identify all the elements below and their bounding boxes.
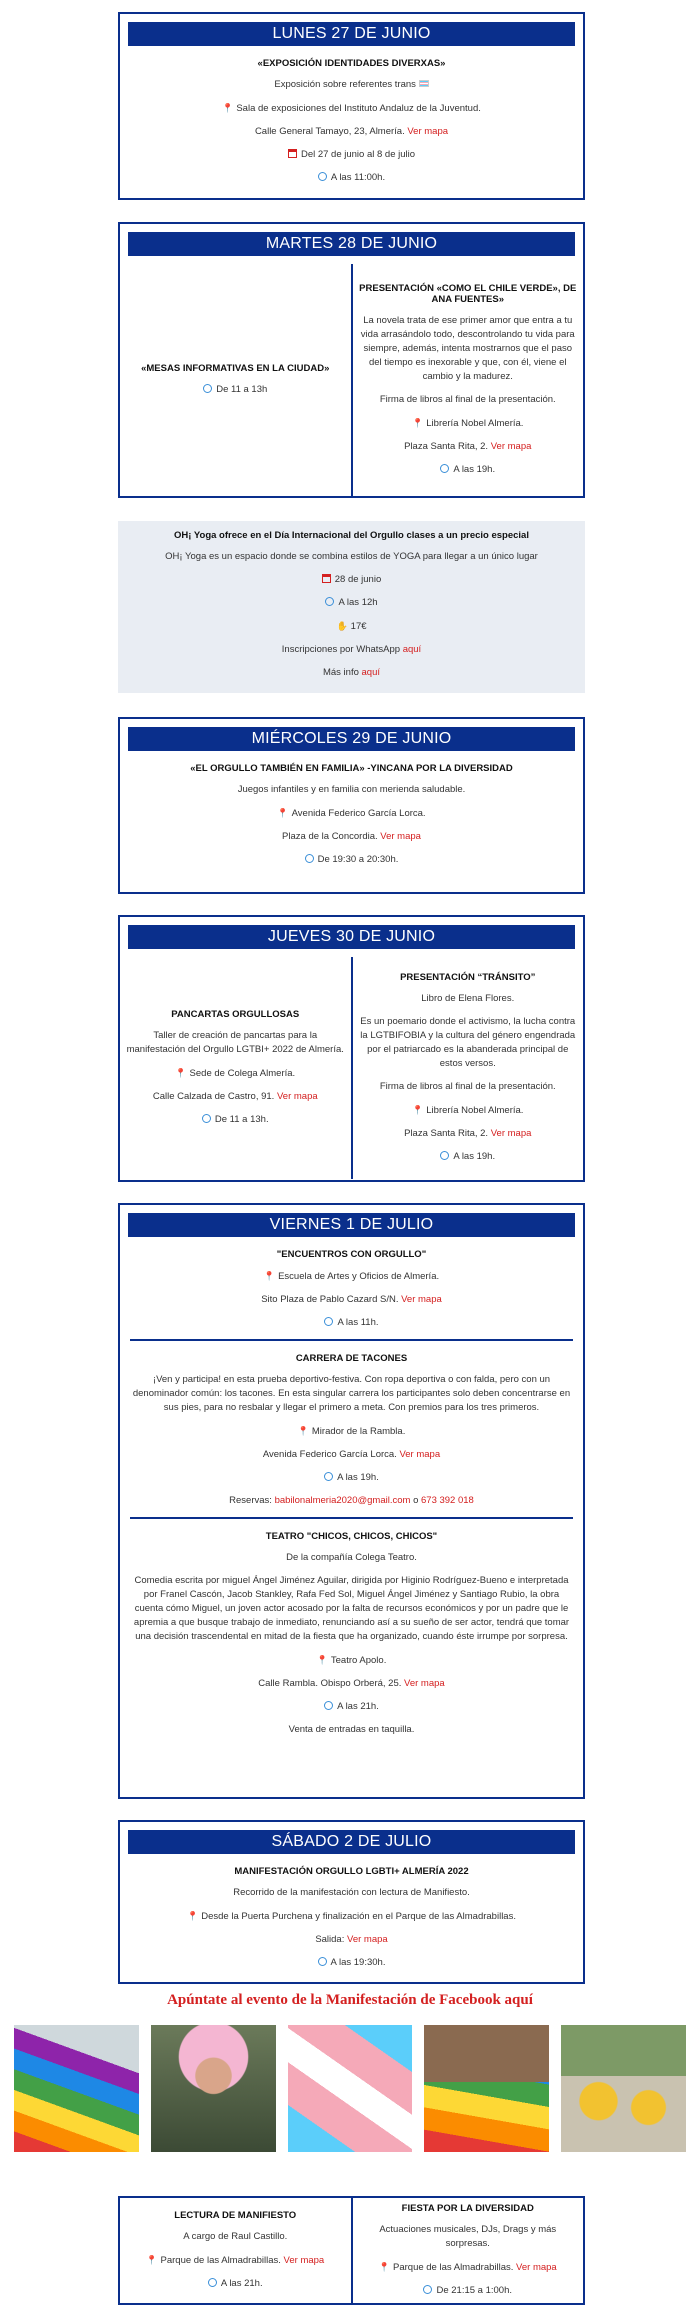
event-time: A las 19h. (453, 464, 496, 475)
pin-icon: 📍 (146, 2255, 158, 2265)
event-title: LECTURA DE MANIFIESTO (174, 2210, 297, 2221)
whatsapp-link[interactable]: aquí (402, 644, 422, 655)
clock-icon (318, 1957, 327, 1966)
clock-icon (318, 172, 327, 181)
map-link[interactable]: Ver mapa (399, 1449, 441, 1460)
event-time: De 11 a 13h (216, 384, 268, 395)
event-time: A las 11:00h. (330, 172, 386, 183)
day-saturday (118, 1820, 585, 1984)
event-note: Firma de libros al final de la presentación. (379, 1081, 556, 1092)
event-description: Exposición sobre referentes trans (274, 79, 416, 90)
event-description: La novela trata de ese primer amor que entra a tu vida arrasándolo todo, descontrolando tu vida para siempre, además, intenta mostrarnos que el paso del tiempo es inexorable y que, con él, viene el cambio y la madurez. (360, 315, 575, 382)
pin-icon: 📍 (378, 2262, 390, 2272)
event-description: Juegos infantiles y en familia con merienda saludable. (237, 784, 466, 795)
day-thursday (118, 915, 585, 1182)
event-title: «EXPOSICIÓN IDENTIDADES DIVERXAS» (257, 58, 446, 69)
event-time: A las 21h. (220, 2278, 263, 2289)
map-link[interactable]: Ver mapa (407, 126, 449, 137)
day-heading: LUNES 27 DE JUNIO (128, 22, 575, 46)
event-place: Avenida Federico García Lorca. (291, 808, 426, 819)
pin-icon: 📍 (222, 103, 234, 113)
event-title: «MESAS INFORMATIVAS EN LA CIUDAD» (141, 363, 330, 374)
gallery-photo-performer[interactable] (151, 2025, 276, 2152)
event-dates: Del 27 de junio al 8 de julio (300, 149, 416, 160)
day-friday (118, 1203, 585, 1799)
map-link[interactable]: Ver mapa (516, 2262, 557, 2273)
event-title: CARRERA DE TACONES (295, 1353, 408, 1364)
map-link[interactable]: Ver mapa (283, 2255, 325, 2266)
map-link[interactable]: Ver mapa (347, 1934, 388, 1945)
event-address: Plaza Santa Rita, 2. (404, 1128, 489, 1139)
pin-icon: 📍 (412, 418, 424, 428)
event-place: Sala de exposiciones del Instituto Andaluz de la Juventud. (236, 103, 481, 114)
pin-icon: 📍 (187, 1911, 199, 1921)
event-title: PANCARTAS ORGULLOSAS (171, 1009, 300, 1020)
yoga-description: OH¡ Yoga es un espacio donde se combina estilos de YOGA para llegar a un único lugar (165, 551, 538, 562)
event-time: A las 11h. (337, 1317, 379, 1328)
event-title: TEATRO "CHICOS, CHICOS, CHICOS" (265, 1531, 438, 1542)
or-text: o (413, 1495, 419, 1506)
event-address: Avenida Federico García Lorca. (262, 1449, 397, 1460)
whatsapp-label: Inscripciones por WhatsApp (281, 644, 401, 655)
final-events (118, 2196, 585, 2305)
event-title: "ENCUENTROS CON ORGULLO" (276, 1249, 427, 1260)
yoga-time: A las 12h (338, 597, 378, 608)
day-tuesday (118, 222, 585, 498)
event-time: A las 19h. (337, 1472, 379, 1483)
event-title: «EL ORGULLO TAMBIÉN EN FAMILIA» -YINCANA POR LA DIVERSIDAD (190, 763, 513, 774)
event-description: Actuaciones musicales, DJs, Drags y más sorpresas. (379, 2224, 557, 2249)
map-link[interactable]: Ver mapa (276, 1091, 318, 1102)
event-tickets: Venta de entradas en taquilla. (288, 1724, 415, 1735)
day-heading: MIÉRCOLES 29 DE JUNIO (128, 727, 575, 751)
day-heading: JUEVES 30 DE JUNIO (128, 925, 575, 949)
event-place: Parque de las Almadrabillas. (393, 2262, 514, 2273)
event-title: PRESENTACIÓN “TRÁNSITO” (400, 972, 536, 983)
more-info-label: Más info (322, 667, 359, 678)
day-heading: VIERNES 1 DE JULIO (128, 1213, 575, 1237)
event-company: De la compañía Colega Teatro. (286, 1552, 417, 1563)
event-time: De 19:30 a 20:30h. (317, 854, 399, 865)
event-address: Calle General Tamayo, 23, Almería. (254, 126, 405, 137)
pin-icon: 📍 (175, 1068, 187, 1078)
event-place: Parque de las Almadrabillas. (160, 2255, 281, 2266)
pin-icon: 📍 (263, 1271, 276, 1281)
event-description: Es un poemario donde el activismo, la lucha contra la LGTBIFOBIA y la cultura del género engendrada por el patriarcado es la abanderada principal de estos versos. (360, 1016, 576, 1069)
phone-link[interactable]: 673 392 018 (421, 1495, 474, 1506)
pin-icon: 📍 (277, 808, 289, 818)
day-heading: SÁBADO 2 DE JULIO (128, 1830, 575, 1854)
day-heading: MARTES 28 DE JUNIO (128, 232, 575, 256)
clock-icon (324, 1472, 333, 1481)
map-link[interactable]: Ver mapa (490, 441, 532, 452)
event-title: MANIFESTACIÓN ORGULLO LGBTI+ ALMERÍA 2022 (234, 1866, 469, 1877)
event-address: Calle Rambla. Obispo Orberá, 25. (258, 1678, 402, 1689)
email-link[interactable]: babilonalmeria2020@gmail.com (274, 1495, 411, 1506)
event-title: FIESTA POR LA DIVERSIDAD (401, 2203, 534, 2214)
yoga-title: OH¡ Yoga ofrece en el Día Internacional del Orgullo clases a un precio especial (174, 530, 529, 541)
event-time: A las 21h. (337, 1701, 379, 1712)
yoga-price: 17€ (350, 621, 367, 632)
clock-icon (208, 2278, 217, 2287)
event-time: A las 19:30h. (330, 1957, 386, 1968)
event-place: Teatro Apolo. (330, 1655, 387, 1666)
clock-icon (325, 597, 334, 606)
event-description: Taller de creación de pancartas para la manifestación del Orgullo LGTBI+ 2022 de Almería. (126, 1030, 344, 1055)
trans-flag-icon (419, 80, 429, 87)
event-place: Librería Nobel Almería. (426, 1105, 524, 1116)
event-place: Escuela de Artes y Oficios de Almería. (278, 1271, 440, 1282)
pin-icon: 📍 (297, 1426, 309, 1436)
map-link[interactable]: Ver mapa (380, 831, 421, 842)
gallery-photo-crowd[interactable] (424, 2025, 549, 2152)
clock-icon (440, 464, 449, 473)
event-title: PRESENTACIÓN «COMO EL CHILE VERDE», DE ANA FUENTES» (359, 283, 577, 305)
clock-icon (324, 1317, 333, 1326)
exit-label: Salida: (315, 1934, 345, 1945)
map-link[interactable]: Ver mapa (490, 1128, 532, 1139)
day-monday (118, 12, 585, 200)
pin-icon: 📍 (316, 1655, 328, 1665)
event-place: Sede de Colega Almería. (189, 1068, 296, 1079)
event-note: Firma de libros al final de la presentación. (379, 394, 556, 405)
event-address: Sito Plaza de Pablo Cazard S/N. (261, 1294, 399, 1305)
clock-icon (202, 1114, 211, 1123)
gallery-photo-drummers[interactable] (561, 2025, 686, 2152)
more-info-link[interactable]: aquí (361, 667, 381, 678)
event-description: Comedia escrita por miguel Ángel Jiménez Aguilar, dirigida por Higinio Rodríguez-Bueno e interpretada por Franel Cascón, Jacob Stankley, Rafa Fed Sol, Miguel Ángel Jiménez y Santiago Rubio, la obra cuenta cómo Miguel, un joven actor acosado por la falta de recursos económicos y por un padre que le apremia a que busque trabajo de inmediato, renunciando así a su sueño de ser actor, tendrá que tomar una decisión trascendental en mitad de la fiesta que ha organizado, cuando éste irrumpe por sorpresa. (133, 1575, 570, 1642)
calendar-icon (322, 574, 331, 583)
reserve-label: Reservas: (229, 1495, 272, 1506)
photo-gallery (14, 2025, 686, 2152)
clock-icon (203, 384, 212, 393)
clock-icon (324, 1701, 333, 1710)
event-time: A las 19h. (453, 1151, 496, 1162)
event-time: De 11 a 13h. (214, 1114, 269, 1125)
event-address: Plaza Santa Rita, 2. (404, 441, 489, 452)
calendar-icon (288, 149, 297, 158)
event-place: Librería Nobel Almería. (426, 418, 524, 429)
event-address: Calle Calzada de Castro, 91. (152, 1091, 275, 1102)
clock-icon (305, 854, 314, 863)
map-link[interactable]: Ver mapa (401, 1294, 442, 1305)
pin-icon: 📍 (412, 1105, 424, 1115)
event-description: ¡Ven y participa! en esta prueba deportivo-festiva. Con ropa deportiva o con falda, pero con un denominador común: los tacones. En esta singular carrera los participantes solo deben concentrarse en sus pies, para no resbalar y llegar el primero a meta. Con premios para los tres primeros. (132, 1374, 571, 1413)
gallery-photo-trans-flag[interactable] (288, 2025, 413, 2152)
yoga-date: 28 de junio (334, 574, 382, 585)
event-address: Plaza de la Concordia. (282, 831, 378, 842)
event-place: Desde la Puerta Purchena y finalización en el Parque de las Almadrabillas. (201, 1911, 516, 1922)
map-link[interactable]: Ver mapa (404, 1678, 445, 1689)
yoga-promo (118, 521, 585, 693)
event-description: Recorrido de la manifestación con lectura de Manifiesto. (233, 1887, 470, 1898)
gallery-photo-rainbow-flag[interactable] (14, 2025, 139, 2152)
money-icon: ✋ (336, 621, 348, 631)
clock-icon (423, 2285, 432, 2294)
facebook-event-link[interactable]: Apúntate al evento de la Manifestación de Facebook aquí (167, 1992, 533, 2008)
event-place: Mirador de la Rambla. (311, 1426, 406, 1437)
event-description: A cargo de Raul Castillo. (183, 2231, 288, 2242)
event-time: De 21:15 a 1:00h. (436, 2285, 513, 2296)
clock-icon (440, 1151, 449, 1160)
event-author: Libro de Elena Flores. (421, 993, 515, 1004)
day-wednesday (118, 717, 585, 894)
